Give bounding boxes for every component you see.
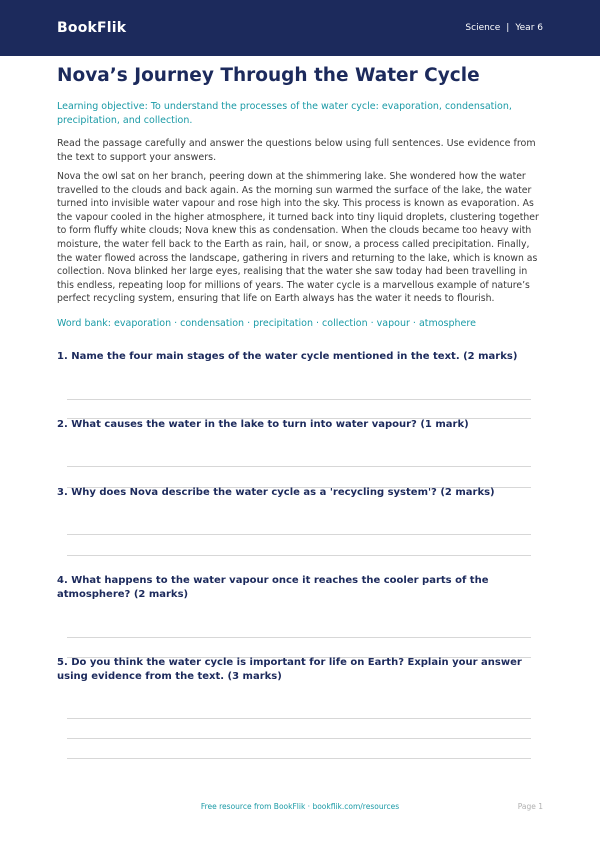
page-header bbox=[0, 0, 600, 56]
answer-line[interactable] bbox=[67, 555, 531, 556]
subject-year-label bbox=[465, 23, 543, 33]
question-4: 4. What happens to the water vapour once it reaches the cooler parts of the atmosphere? (2 marks) bbox=[57, 575, 489, 600]
answer-line[interactable] bbox=[67, 399, 531, 400]
learning-objective: Learning objective: To understand the processes of the water cycle: evaporation, condensation, precipitation, and collection. bbox=[57, 101, 512, 126]
page-title: Nova’s Journey Through the Water Cycle bbox=[57, 65, 480, 86]
year-label: Year 6 bbox=[515, 23, 543, 33]
answer-line[interactable] bbox=[67, 534, 531, 535]
reading-passage: Nova the owl sat on her branch, peering down at the shimmering lake. She wondered how the water travelled to the clouds and back again. As the morning sun warmed the surface of the lake, the water turned into invisible water vapour and rose high into the sky. This process is known as evaporation. As the vapour cooled in the higher atmosphere, it turned back into tiny liquid droplets, clustering together to form fluffy white clouds; Nova knew this as condensation. When the clouds became too heavy with moisture, the water fell back to the Earth as rain, hail, or snow, a process called precipitation. Finally, the water flowed across the landscape, gathering in rivers and returning to the lake, which is known as collection. Nova blinked her large eyes, realising that the water she saw today had been travelling in this endless, repeating loop for millions of years. The water cycle is a marvellous example of nature’s perfect recycling system, ensuring that life on Earth always has the water it needs to flourish. bbox=[57, 171, 539, 305]
instructions: Read the passage carefully and answer the questions below using full sentences. Use evidence from the text to support your answers. bbox=[57, 138, 536, 163]
word-bank: Word bank: evaporation · condensation · precipitation · collection · vapour · atmosphere bbox=[57, 317, 476, 329]
brand-logo[interactable]: BookFlik bbox=[57, 20, 127, 36]
question-5: 5. Do you think the water cycle is important for life on Earth? Explain your answer using evidence from the text. (3 marks) bbox=[57, 657, 522, 682]
answer-line[interactable] bbox=[67, 738, 531, 739]
answer-line[interactable] bbox=[67, 758, 531, 759]
page-footer bbox=[0, 802, 600, 816]
page-number: Page 1 bbox=[517, 802, 543, 811]
answer-line[interactable] bbox=[67, 637, 531, 638]
answer-line[interactable] bbox=[67, 466, 531, 467]
subject-label: Science bbox=[465, 23, 501, 33]
answer-line[interactable] bbox=[67, 718, 531, 719]
question-3: 3. Why does Nova describe the water cycle as a 'recycling system'? (2 marks) bbox=[57, 487, 495, 498]
footer-resource-link[interactable]: Free resource from BookFlik · bookflik.com/resources bbox=[200, 802, 400, 811]
question-2: 2. What causes the water in the lake to turn into water vapour? (1 mark) bbox=[57, 419, 469, 430]
question-1: 1. Name the four main stages of the water cycle mentioned in the text. (2 marks) bbox=[57, 351, 518, 362]
meta-separator: | bbox=[506, 23, 510, 33]
worksheet-body bbox=[57, 64, 543, 331]
